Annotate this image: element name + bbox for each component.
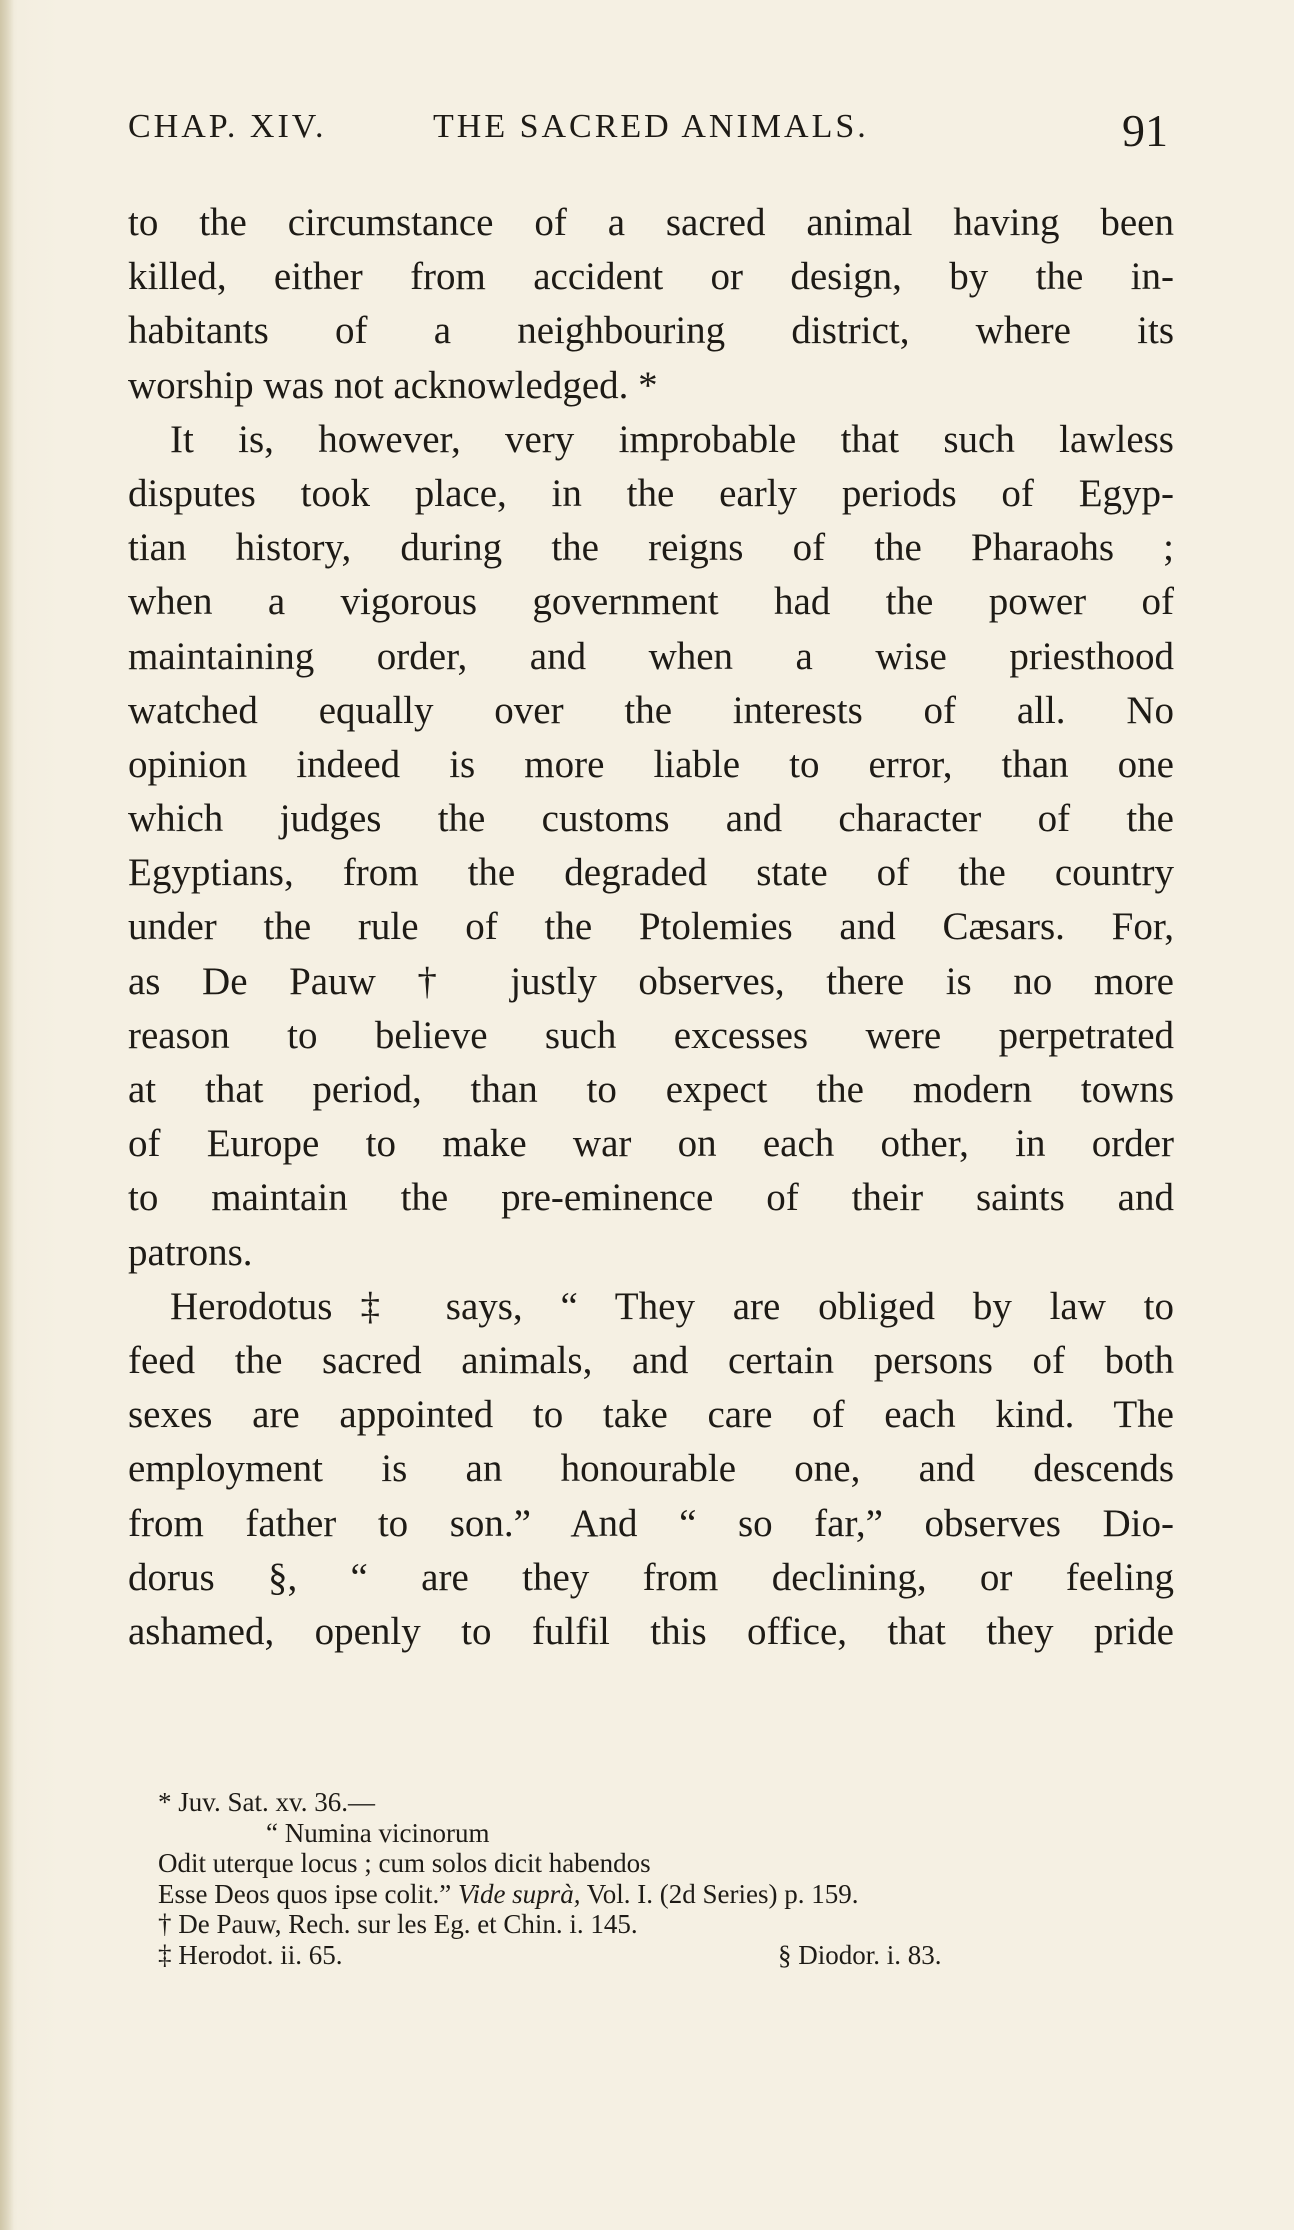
chapter-label: CHAP. XIV. — [128, 108, 327, 145]
text-line: tian history, during the reigns of the Pharaohs ; — [128, 526, 1174, 570]
footnote-text: Esse Deos quos ipse colit.” — [158, 1878, 452, 1909]
footnotes — [128, 1787, 1174, 1970]
text-line: dorus §, “ are they from declining, or feeling — [128, 1555, 1174, 1599]
footnote-text: Vol. I. (2d Series) p. 159. — [586, 1878, 859, 1909]
page-number: 91 — [1122, 105, 1168, 156]
text-line: which judges the customs and character of the — [128, 797, 1174, 841]
text-line: disputes took place, in the early periods of Egyp- — [128, 471, 1174, 515]
running-head — [128, 104, 1168, 164]
footnote-text: § Diodor. i. 83. — [778, 1939, 942, 1970]
footnote-text-italic: Vide suprà, — [457, 1878, 581, 1909]
text-line: as De Pauw † justly observes, there is no more — [128, 959, 1174, 1003]
footnote-line: † De Pauw, Rech. sur les Eg. et Chin. i. 145. — [158, 1909, 638, 1939]
spine-shadow — [0, 0, 14, 2230]
text-line: of Europe to make war on each other, in order — [128, 1122, 1174, 1166]
footnote-text: ‡ Herodot. ii. 65. — [158, 1939, 343, 1970]
text-line: employment is an honourable one, and descends — [128, 1447, 1174, 1491]
text-line: killed, either from accident or design, by the in- — [128, 255, 1174, 299]
text-line: under the rule of the Ptolemies and Cæsars. For, — [128, 905, 1174, 949]
text-line: Egyptians, from the degraded state of the country — [128, 851, 1174, 895]
text-line: feed the sacred animals, and certain persons of both — [128, 1338, 1174, 1382]
text-line: worship was not acknowledged. * — [128, 363, 658, 407]
text-line: from father to son.” And “ so far,” observes Dio- — [128, 1501, 1174, 1545]
text-line: It is, however, very improbable that such lawless — [170, 417, 1174, 461]
text-line: Herodotus‡ says, “ They are obliged by law to — [170, 1284, 1174, 1328]
text-line: opinion indeed is more liable to error, than one — [128, 742, 1174, 786]
text-line: ashamed, openly to fulfil this office, that they pride — [128, 1609, 1174, 1653]
footnote-line: Odit uterque locus ; cum solos dicit habendos — [158, 1848, 651, 1878]
text-line: watched equally over the interests of all. No — [128, 688, 1174, 732]
text-line: reason to believe such excesses were perpetrated — [128, 1013, 1174, 1057]
body-text — [128, 196, 1174, 1659]
footnote-line: “ Numina vicinorum — [266, 1817, 490, 1848]
text-line: patrons. — [128, 1230, 253, 1274]
text-line: to maintain the pre-eminence of their saints and — [128, 1176, 1174, 1220]
footnote-line — [128, 1879, 1174, 1910]
text-line: when a vigorous government had the power of — [128, 580, 1174, 624]
chapter-title: THE SACRED ANIMALS. — [433, 108, 869, 145]
text-line: maintaining order, and when a wise priesthood — [128, 634, 1174, 678]
footnote-line — [128, 1940, 1174, 1971]
text-line: sexes are appointed to take care of each kind. The — [128, 1393, 1174, 1437]
footnote-line: * Juv. Sat. xv. 36.— — [158, 1787, 376, 1817]
text-line: to the circumstance of a sacred animal having been — [128, 201, 1174, 244]
text-line: at that period, than to expect the modern towns — [128, 1068, 1174, 1111]
text-line: habitants of a neighbouring district, where its — [128, 309, 1174, 353]
